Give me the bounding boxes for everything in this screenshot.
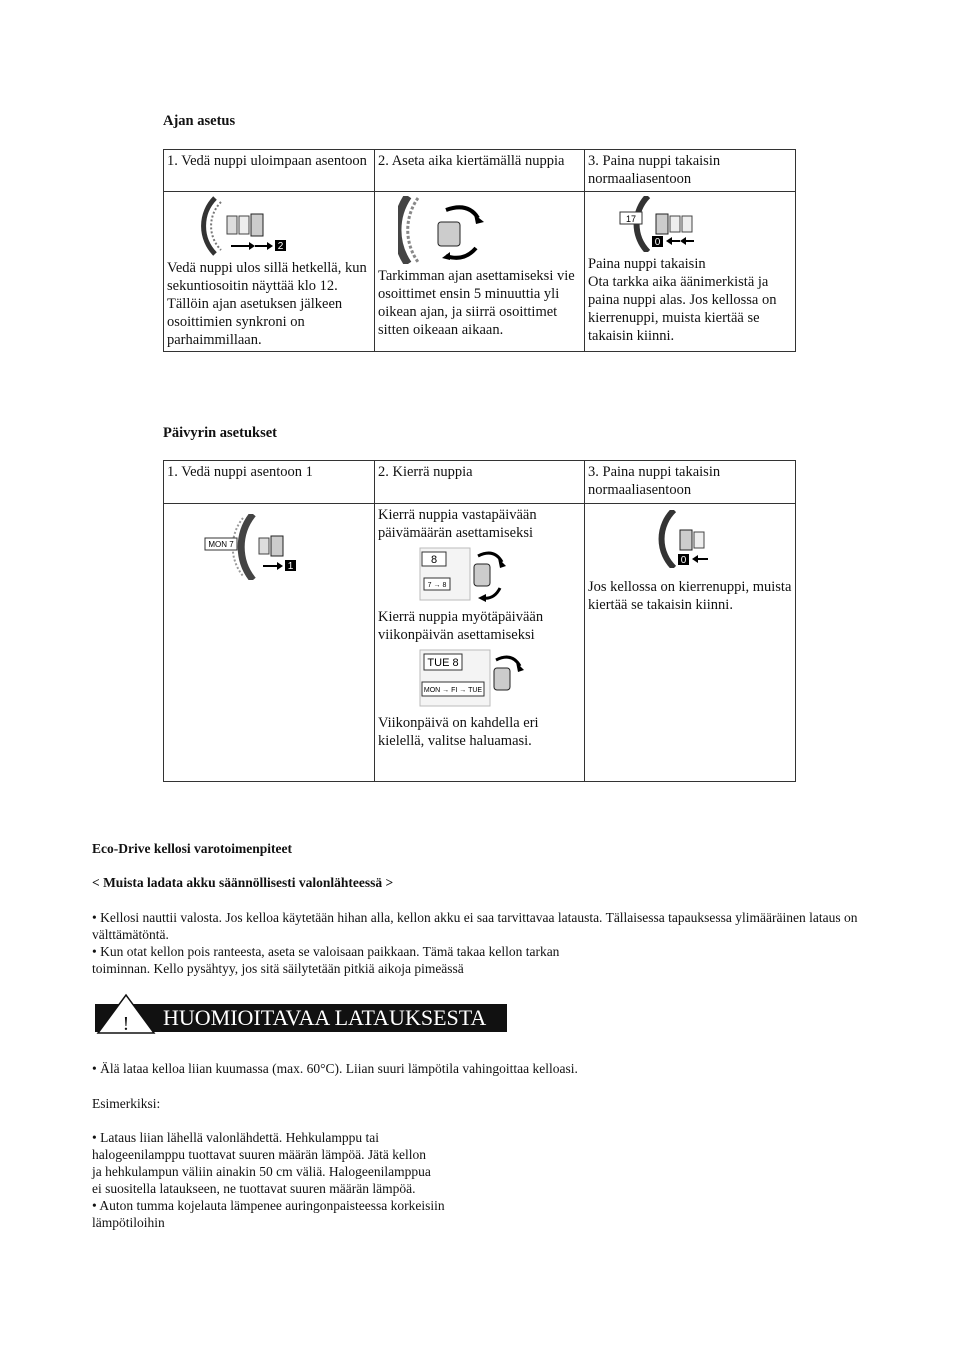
time-setting-table xyxy=(163,149,796,352)
calendar-step2-text-a: Kierrä nuppia vastapäivään päivämäärän asettamiseksi xyxy=(378,507,537,541)
calendar-setting-table xyxy=(163,460,796,782)
time-step2-text: Tarkimman ajan asettamiseksi vie osoittimet ensin 5 minuuttia yli oikean ajan, ja siirrä osoittimet sitten oikeaan aikaan. xyxy=(378,268,575,338)
calendar-header-2: 2. Kierrä nuppia xyxy=(375,461,585,504)
position-2-label: 2 xyxy=(277,241,284,252)
eco-drive-title: Eco-Drive kellosi varotoimenpiteet xyxy=(92,841,292,856)
charging-bullet-1: • Älä lataa kelloa liian kuumassa (max. 60°C). Liian suuri lämpötila vahingoittaa kelloasi. xyxy=(92,1061,578,1076)
date-window-label: 17 xyxy=(625,214,637,224)
watch-date-rotate-illustration xyxy=(418,546,508,602)
calendar-cell-1 xyxy=(164,504,375,782)
calendar-header-1: 1. Vedä nuppi asentoon 1 xyxy=(164,461,375,504)
calendar-step2-text-c: Viikonpäivä on kahdella eri kielellä, valitse haluamasi. xyxy=(378,715,539,749)
charging-line-2: halogeenilamppu tuottavat suuren määrän lämpöä. Jätä kellon xyxy=(92,1147,427,1162)
time-step3-line1: Paina nuppi takaisin xyxy=(588,256,706,272)
eco-bullet-2-line2: toiminnan. Kello pysähtyy, jos sitä säilytetään pitkiä aikoja pimeässä xyxy=(92,961,464,976)
calendar-step2-text-b: Kierrä nuppia myötäpäivään viikonpäivän asettamiseksi xyxy=(378,609,544,643)
charging-line-4: ei suositella lataukseen, ne tuottavat suuren määrän lämpöä. xyxy=(92,1181,416,1196)
charging-example-label: Esimerkiksi: xyxy=(92,1096,161,1111)
charging-line-1: • Lataus liian lähellä valonlähdettä. Hehkulamppu tai xyxy=(92,1130,380,1145)
warning-symbol: ! xyxy=(122,1013,130,1035)
calendar-setting-title: Päivyrin asetukset xyxy=(163,425,277,441)
calendar-header-3: 3. Paina nuppi takaisin normaaliasentoon xyxy=(585,461,796,504)
date-range-label: 7 → 8 xyxy=(427,582,447,589)
charging-line-3: ja hehkulampun väliin ainakin 50 cm väliä. Halogeenilamppua xyxy=(92,1164,431,1179)
time-step3-line2: Ota tarkka aika äänimerkistä ja paina nuppi alas. Jos kellossa on kierrenuppi, muista kiertää se takaisin kiinni. xyxy=(588,274,777,344)
warning-banner xyxy=(95,1004,507,1032)
watch-date-position-illustration xyxy=(197,514,307,580)
watch-crown-rotate-illustration xyxy=(398,196,498,264)
eco-drive-subtitle: < Muista ladata akku säännöllisesti valonlähteessä > xyxy=(92,875,394,890)
time-cell-3 xyxy=(585,192,796,352)
day-tue-label: TUE 8 xyxy=(427,657,459,669)
day-range-label: MON → FI → TUE xyxy=(423,687,483,694)
warning-triangle-icon xyxy=(96,993,156,1035)
calendar-cell-3 xyxy=(585,504,796,782)
time-setting-title: Ajan asetus xyxy=(163,113,236,129)
watch-crown-pull-illustration xyxy=(187,196,297,256)
warning-title: HUOMIOITAVAA LATAUKSESTA xyxy=(163,1005,487,1030)
charging-line-6: lämpötiloihin xyxy=(92,1215,165,1230)
eco-bullet-1: • Kellosi nauttii valosta. Jos kelloa käytetään hihan alla, kellon akku ei saa tarvittavaa latausta. Tällaisessa tapauksessa ylimääräinen lataus on välttämätöntä. xyxy=(92,910,858,942)
time-cell-2 xyxy=(375,192,585,352)
time-step1-text: Vedä nuppi ulos sillä hetkellä, kun sekuntiosoitin näyttää klo 12. Tällöin ajan asetuksen jälkeen osoittimien synkroni on parhaimmillaan. xyxy=(167,260,367,348)
time-cell-1 xyxy=(164,192,375,352)
watch-crown-push-illustration xyxy=(608,196,718,252)
watch-crown-push-back-illustration xyxy=(650,510,720,568)
watch-day-rotate-illustration xyxy=(418,648,528,708)
calendar-step3-text: Jos kellossa on kierrenuppi, muista kiertää se takaisin kiinni. xyxy=(588,579,792,613)
position-1-label: 1 xyxy=(287,561,294,572)
calendar-cell-2 xyxy=(375,504,585,782)
position-0-label-calendar: 0 xyxy=(680,555,687,566)
eco-bullet-2-line1: • Kun otat kellon pois ranteesta, aseta se valoisaan paikkaan. Tämä takaa kellon tarkan xyxy=(92,944,560,959)
time-header-1: 1. Vedä nuppi uloimpaan asentoon xyxy=(164,150,375,192)
date-8-label: 8 xyxy=(430,554,438,566)
day-window-label: MON 7 xyxy=(208,540,234,549)
position-0-label: 0 xyxy=(654,237,661,248)
time-header-3: 3. Paina nuppi takaisin normaaliasentoon xyxy=(585,150,796,192)
time-header-2: 2. Aseta aika kiertämällä nuppia xyxy=(375,150,585,192)
charging-line-5: • Auton tumma kojelauta lämpenee auringonpaisteessa korkeisiin xyxy=(92,1198,445,1213)
